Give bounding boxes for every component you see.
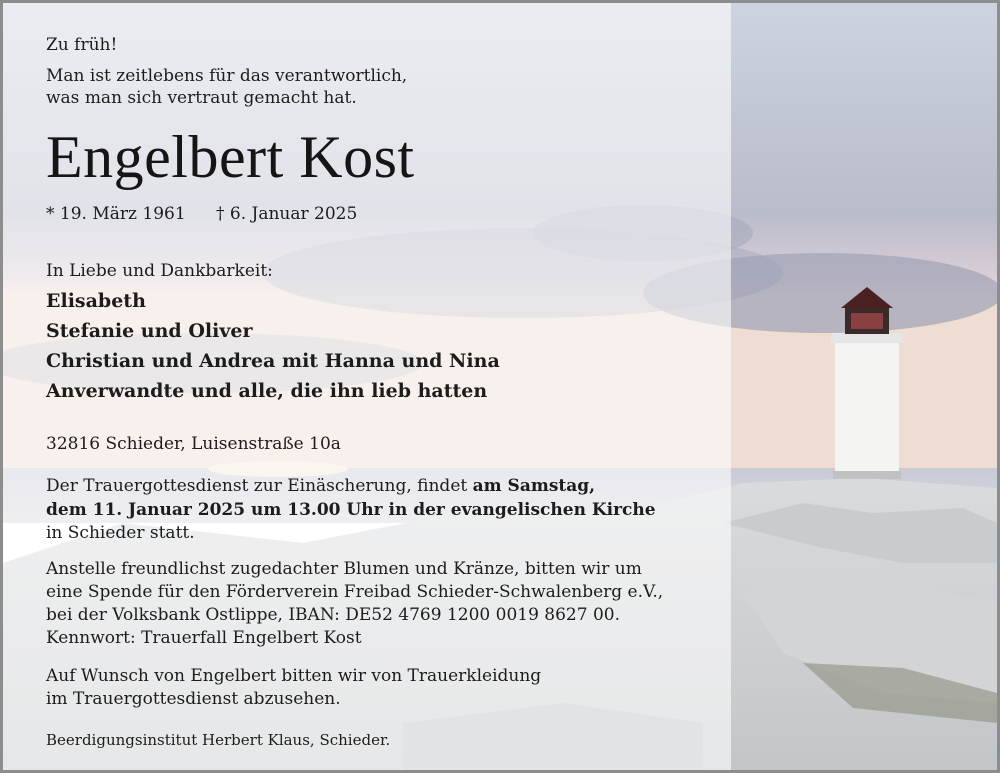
- donation-line: Anstelle freundlichst zugedachter Blumen und Kränze, bitten wir um: [46, 559, 642, 579]
- exclamation: Zu früh!: [46, 35, 118, 55]
- service-location: in Schieder statt.: [46, 523, 195, 543]
- address: 32816 Schieder, Luisenstraße 10a: [46, 434, 341, 454]
- quote-line-1: Man ist zeitlebens für das verantwortlich,: [46, 66, 408, 86]
- donation-line: Kennwort: Trauerfall Engelbert Kost: [46, 628, 362, 648]
- family-member: Anverwandte und alle, die ihn lieb hatten: [46, 380, 488, 402]
- family-member: Stefanie und Oliver: [46, 320, 253, 342]
- deceased-name: Engelbert Kost: [46, 124, 415, 190]
- clothing-line: Auf Wunsch von Engelbert bitten wir von Trauerkleidung: [46, 666, 542, 686]
- service-datetime: dem 11. Januar 2025 um 13.00 Uhr in der evangelischen Kirche: [46, 500, 656, 520]
- service-line-1: [46, 475, 595, 497]
- undertaker: Beerdigungsinstitut Herbert Klaus, Schieder.: [46, 731, 391, 749]
- death-date: † 6. Januar 2025: [216, 204, 358, 224]
- family-member: Elisabeth: [46, 290, 146, 312]
- donation-line: eine Spende für den Förderverein Freibad Schieder-Schwalenberg e.V.,: [46, 582, 664, 602]
- donation-line: bei der Volksbank Ostlippe, IBAN: DE52 4769 1200 0019 8627 00.: [46, 605, 621, 625]
- service-text: Der Trauergottesdienst zur Einäscherung, findet: [46, 476, 473, 496]
- service-day: am Samstag,: [472, 476, 596, 496]
- quote-line-2: was man sich vertraut gemacht hat.: [46, 88, 357, 108]
- intro-line: In Liebe und Dankbarkeit:: [46, 261, 273, 281]
- birth-date: * 19. März 1961: [46, 204, 186, 224]
- clothing-line: im Trauergottesdienst abzusehen.: [46, 689, 341, 709]
- family-member: Christian und Andrea mit Hanna und Nina: [46, 350, 500, 372]
